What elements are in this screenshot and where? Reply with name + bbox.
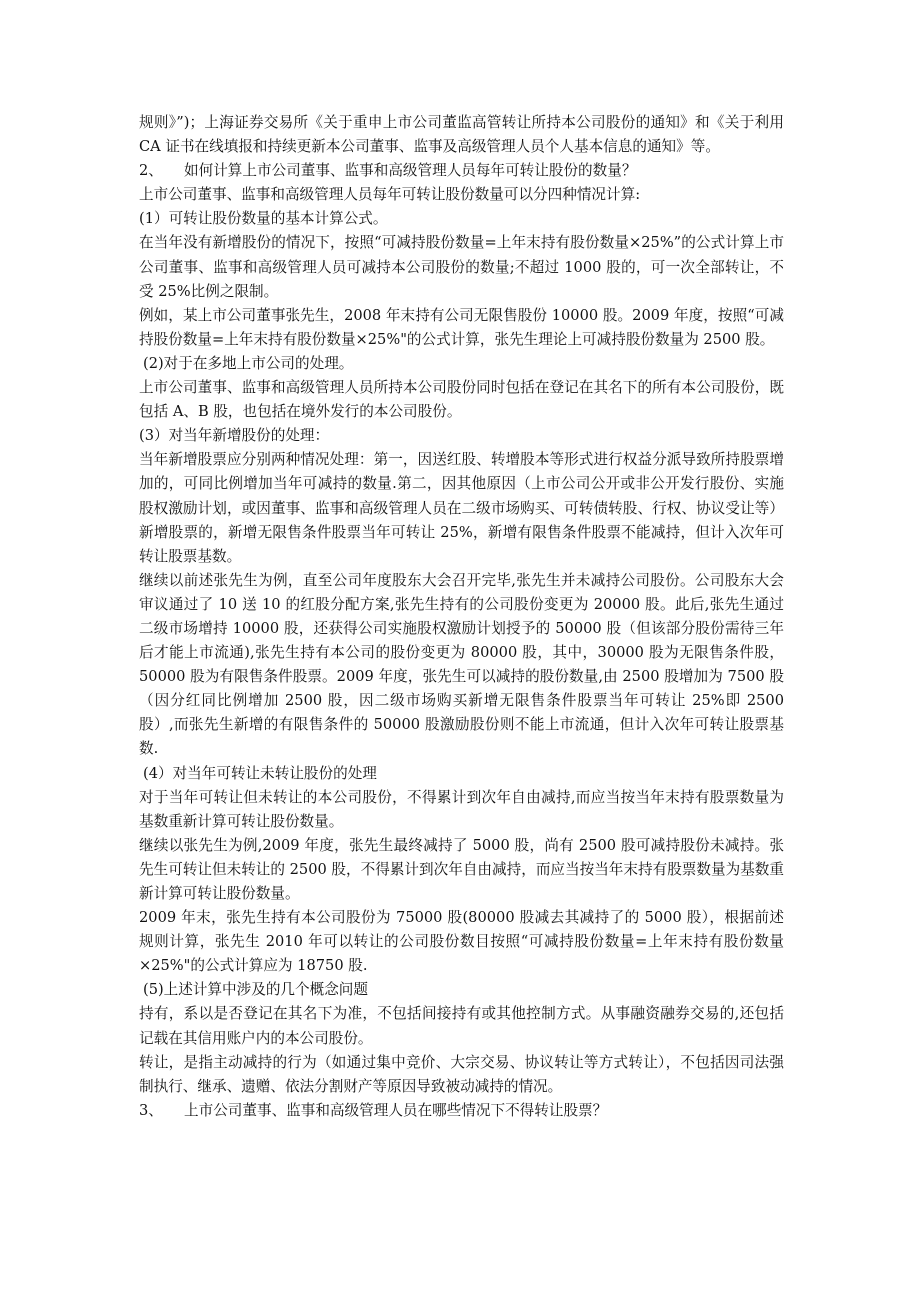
paragraph: 对于当年可转让但未转让的本公司股份，不得累计到次年自由减持,而应当按当年末持有股票数量为基数重新计算可转让股份数量。 bbox=[139, 788, 784, 830]
paragraph: (3）对当年新增股份的处理： bbox=[139, 427, 330, 445]
section-heading bbox=[139, 159, 784, 183]
paragraph: 规则》”)；上海证券交易所《关于重申上市公司董监高管转让所持本公司股份的通知》和《关于利用 CA 证书在线填报和持续更新本公司董事、监事及高级管理人员个人基本信息的通知》等。 bbox=[139, 114, 784, 156]
section-number: 3、 bbox=[139, 1101, 163, 1119]
section-heading bbox=[139, 1099, 784, 1123]
paragraph: 在当年没有新增股份的情况下，按照“可减持股份数量=上年末持有股份数量×25%”的公式计算上市公司董事、监事和高级管理人员可减持本公司股份的数量;不超过 1000 股的，可一次全部转让，不受 25%比例之限制。 bbox=[139, 234, 784, 300]
paragraph: (4）对当年可转让未转让股份的处理 bbox=[143, 764, 377, 782]
document-page bbox=[139, 111, 784, 1123]
paragraph: 持有，系以是否登记在其名下为准，不包括间接持有或其他控制方式。从事融资融券交易的,还包括记载在其信用账户内的本公司股份。 bbox=[139, 1005, 784, 1047]
paragraph: 继续以张先生为例,2009 年度，张先生最终减持了 5000 股，尚有 2500 股可减持股份未减持。张先生可转让但未转让的 2500 股，不得累计到次年自由减持，而应当按当年末持有股票数量为基数重新计算可转让股份数量。 bbox=[139, 836, 784, 902]
paragraph: 转让，是指主动减持的行为（如通过集中竞价、大宗交易、协议转让等方式转让），不包括因司法强制执行、继承、遗赠、依法分割财产等原因导致被动减持的情况。 bbox=[139, 1053, 784, 1095]
paragraph: 当年新增股票应分别两种情况处理：第一，因送红股、转增股本等形式进行权益分派导致所持股票增加的，可同比例增加当年可减持的数量.第二，因其他原因（上市公司公开或非公开发行股份、实施股权激励计划，或因董事、监事和高级管理人员在二级市场购买、可转债转股、行权、协议受让等）新增股票的，新增无限售条件股票当年可转让 25%，新增有限售条件股票不能减持，但计入次年可转让股票基数。 bbox=[139, 451, 784, 565]
paragraph: (5)上述计算中涉及的几个概念问题 bbox=[143, 981, 368, 999]
paragraph: 上市公司董事、监事和高级管理人员每年可转让股份数量可以分四种情况计算: bbox=[139, 186, 641, 204]
section-title: 如何计算上市公司董事、监事和高级管理人员每年可转让股份的数量？ bbox=[184, 162, 637, 180]
section-title: 上市公司董事、监事和高级管理人员在哪些情况下不得转让股票？ bbox=[184, 1101, 608, 1119]
paragraph: 2009 年末，张先生持有本公司股份为 75000 股(80000 股减去其减持了的 5000 股），根据前述规则计算，张先生 2010 年可以转让的公司股份数目按照“可减持股份数量=上年末持有股份数量×25%"的公式计算应为 18750 股. bbox=[139, 909, 784, 975]
paragraph: 上市公司董事、监事和高级管理人员所持本公司股份同时包括在登记在其名下的所有本公司股份，既包括 A、B 股，也包括在境外发行的本公司股份。 bbox=[139, 379, 784, 421]
paragraph: (1）可转让股份数量的基本计算公式。 bbox=[139, 210, 388, 228]
paragraph: (2)对于在多地上市公司的处理。 bbox=[143, 354, 354, 372]
paragraph: 继续以前述张先生为例，直至公司年度股东大会召开完毕,张先生并未减持公司股份。公司股东大会审议通过了 10 送 10 的红股分配方案,张先生持有的公司股份变更为 20000 股。此后,张先生通过二级市场增持 10000 股，还获得公司实施股权激励计划授予的 50000 股（但该部分股份需待三年后才能上市流通),张先生持有本公司的股份变更为 80000 股，其中，30000 股为无限售条件股，50000 股为有限售条件股票。2009 年度，张先生可以减持的股份数量,由 2500 股增加为 7500 股（因分红同比例增加 2500 股，因二级市场购买新增无限售条件股票当年可转让 25%即 2500 股）,而张先生新增的有限售条件的 50000 股激励股份则不能上市流通，但计入次年可转让股票基数. bbox=[139, 571, 784, 758]
paragraph: 例如，某上市公司董事张先生，2008 年末持有公司无限售股份 10000 股。2009 年度，按照“可减持股份数量=上年末持有股份数量×25%"的公式计算，张先生理论上可减持股份数量为 2500 股。 bbox=[139, 306, 784, 348]
section-number: 2、 bbox=[139, 162, 163, 180]
